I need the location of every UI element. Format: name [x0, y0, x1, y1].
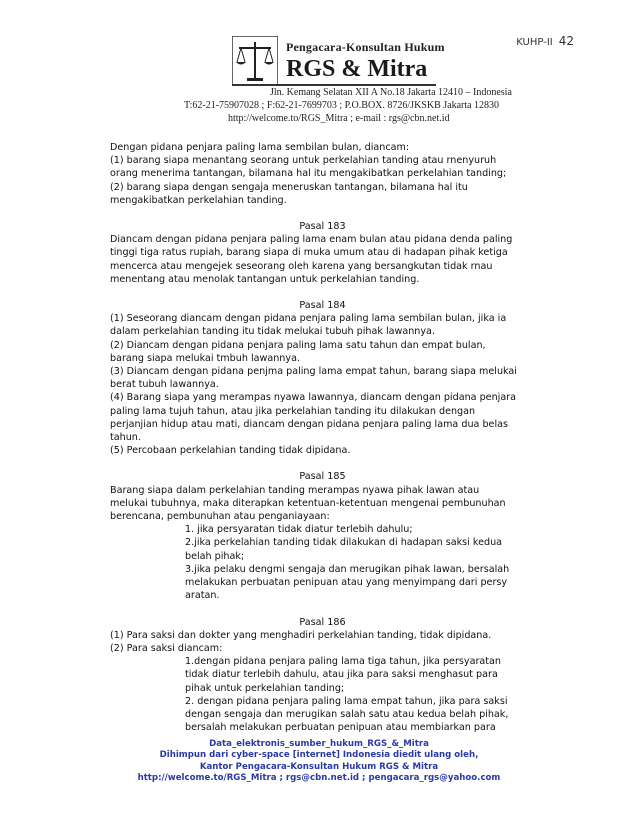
text-line: (2) barang siapa dengan sengaja meneruskan tantangan, bilamana hal itu [110, 181, 468, 193]
text-line: tahun. [110, 432, 141, 444]
text-line: (1) barang siapa menantang seorang untuk perkelahian tanding atau rnenyuruh [110, 155, 497, 167]
document-code: KUHP-II [516, 37, 553, 48]
text-line: (1) Seseorang diancam dengan pidana penjara paling lama sembilan bulan, jika ia [110, 313, 507, 325]
footer-compiled-line: Dihimpun dari cyber-space [internet] Indonesia diedit ulang oleh, [159, 750, 479, 761]
text-line: barang siapa melukai tmbuh lawannya. [110, 352, 300, 364]
intro-paragraph [110, 141, 535, 207]
text-line: dalam perkelahian tanding itu tidak melukai tubuh pihak lawannya. [110, 326, 435, 338]
letterhead-contacts: T:62-21-75907028 ; F:62-21-7699703 ; P.O.BOX. 8726/JKSKB Jakarta 12830 [184, 100, 500, 111]
list-item: pihak untuk perkelahian tanding; [185, 682, 345, 694]
list-item: 1. jika persyaratan tidak diatur terlebih dahulu; [185, 524, 413, 536]
list-item: 1.dengan pidana penjara paling lama tiga tahun, jika persyaratan [185, 656, 501, 668]
page-footer [0, 739, 638, 785]
letterhead-address: Jln. Kemang Selatan XII A No.18 Jakarta 12410 – Indonesia [270, 87, 512, 98]
text-line: tinggi tiga ratus rupiah, barang siapa di muka umum atau di hadapan pihak ketiga [110, 247, 508, 259]
text-line: (3) Diancam dengan pidana penjma paling lama empat tahun, barang siapa melukai [110, 366, 517, 378]
list-item: dengan sengaja dan merugikan salah satu atau kedua belah pihak, [185, 708, 509, 720]
footer-contact-line: http://welcome.to/RGS_Mitra ; rgs@cbn.net.id ; pengacara_rgs@yahoo.com [137, 773, 501, 784]
text-line: orang menerima tantangan, bilamana hal itu mengakibatkan perkelahian tanding; [110, 168, 507, 180]
text-line: Barang siapa dalam perkelahian tanding merampas nyawa pihak lawan atau [110, 484, 480, 496]
text-line: (1) Para saksi dan dokter yang menghadiri perkelahian tanding, tidak dipidana. [110, 629, 492, 641]
pasal-185-text [110, 484, 535, 603]
text-line: (2) Para saksi diancam: [110, 642, 223, 654]
letterhead-firm-name: RGS & Mitra [286, 56, 428, 82]
text-line: (5) Percobaan perkelahian tanding tidak dipidana. [110, 445, 351, 457]
list-item: tidak diatur terlebih dahulu, atau jika para saksi menghasut para [185, 669, 498, 681]
page-number: 42 [558, 34, 574, 48]
list-item: 3.jika pelaku dengmi sengaja dan merugikan pihak lawan, bersalah [185, 563, 510, 575]
text-line: melukai tubuhnya, maka diterapkan ketentuan-ketentuan mengenai pembunuhan [110, 497, 506, 509]
pasal-186-heading: Pasal 186 [299, 616, 346, 628]
text-line: (2) Diancam dengan pidana penjara paling lama satu tahun dan empat bulan, [110, 339, 486, 351]
text-line: berat tubuh lawannya. [110, 379, 219, 391]
footer-source-line: Data_elektronis_sumber_hukum_RGS_&_Mitra [209, 739, 429, 749]
text-line: mencerca atau mengejek seseorang oleh karena yang bersangkutan tidak rnau [110, 260, 493, 272]
letterhead-divider [232, 84, 436, 86]
list-item: 2. dengan pidana penjara paling lama empat tahun, jika para saksi [185, 695, 508, 707]
list-item: 2.jika perkelahian tanding tidak dilakukan di hadapan saksi kedua [185, 537, 503, 549]
pasal-186-text [110, 629, 535, 735]
list-item: melakukan perbuatan penipuan atau yang menyimpang dari persy [185, 577, 508, 589]
text-line: (4) Barang siapa yang merampas nyawa lawannya, diancam dengan pidana penjara [110, 392, 517, 404]
pasal-184-text [110, 312, 535, 457]
pasal-184-heading: Pasal 184 [299, 300, 346, 312]
list-item: aratan. [185, 590, 220, 602]
text-line: Dengan pidana penjara paling lama sembilan bulan, diancam: [110, 142, 410, 153]
text-line: menentang atau menolak tantangan untuk perkelahian tanding. [110, 273, 420, 285]
text-line: perjanjian hidup atau mati, diancam dengan pidana penjara paling lama dua belas [110, 418, 508, 430]
text-line: mengakibatkan perkelahian tanding. [110, 194, 287, 206]
letterhead-web: http://welcome.to/RGS_Mitra ; e-mail : rgs@cbn.net.id [228, 113, 450, 124]
scales-of-justice-logo-icon [232, 36, 278, 86]
pasal-183-text [110, 233, 535, 286]
text-line: Diancam dengan pidana penjara paling lama enam bulan atau pidana denda paling [110, 234, 513, 246]
text-line: berencana, pembunuhan atau penganiayaan: [110, 511, 330, 523]
letterhead [0, 34, 638, 124]
list-item: bersalah melakukan perbuatan penipuan atau membiarkan para [185, 722, 496, 734]
pasal-185-heading: Pasal 185 [299, 471, 346, 483]
footer-office-line: Kantor Pengacara-Konsultan Hukum RGS & Mitra [199, 761, 439, 772]
letterhead-subtitle: Pengacara-Konsultan Hukum [286, 40, 445, 54]
document-body [110, 141, 535, 734]
text-line: paling lama tujuh tahun, atau jika perkelahian tanding itu dilakukan dengan [110, 405, 476, 417]
list-item: belah pihak; [185, 550, 245, 562]
pasal-183-heading: Pasal 183 [299, 221, 346, 233]
